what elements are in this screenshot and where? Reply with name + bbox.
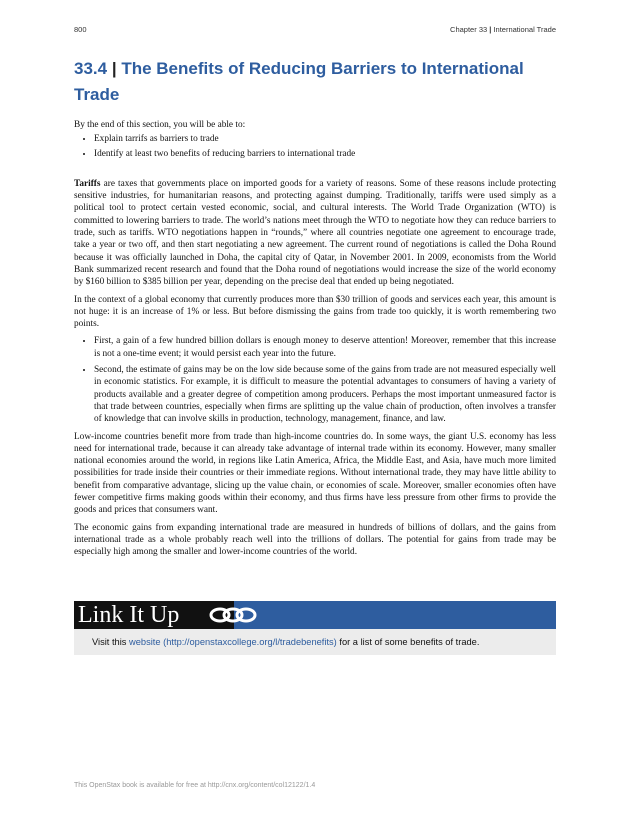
chapter-label: Chapter 33	[450, 25, 488, 34]
paragraph-low-income: Low-income countries benefit more from trade than high-income countries do. In some ways, the giant U.S. economy has less need for international trade, because it can already take advantage of internal trade within its economy. However, many smaller national economies around the world, in regions like Latin America, Africa, the Middle East, and Asia, have much more limited possibilities for trade inside their countries or their immediate regions. Without international trade, they may have little ability to benefit from comparative advantage, slicing up the value chain, or economies of scale. Moreover, smaller economies often have fewer competitive firms making goods within their economy, and thus firms have less pressure from other firms to provide the goods and prices that consumers want.	[74, 431, 556, 516]
section-title	[74, 56, 556, 108]
link-it-up-text	[74, 629, 556, 655]
website-link[interactable]: website (http://openstaxcollege.org/l/tradebenefits)	[129, 637, 337, 647]
paragraph-economic-gains: The economic gains from expanding international trade are measured in hundreds of billions of dollars, and the gains from international trade as a whole probably reach well into the trillions of dollars. The potential for gains from trade may be especially high among the smaller and lower-income countries of the world.	[74, 522, 556, 558]
spacer	[74, 165, 556, 178]
paragraph-tariffs	[74, 178, 556, 289]
chapter-separator: |	[489, 25, 492, 34]
section-separator: |	[111, 59, 117, 78]
point-item: • First, a gain of a few hundred billion dollars is enough money to deserve attention! Moreover, remember that this increase is not a one-time event; it would persist each year into the future.	[94, 335, 556, 360]
objective-item: • Explain tarrifs as barriers to trade	[94, 133, 556, 145]
two-points-list	[74, 335, 556, 425]
objectives-lead: By the end of this section, you will be able to:	[74, 120, 246, 130]
chapter-heading	[450, 25, 556, 34]
link-it-up-box	[74, 601, 556, 655]
chapter-title: International Trade	[493, 25, 556, 34]
objective-item: • Identify at least two benefits of reducing barriers to international trade	[94, 148, 556, 160]
paragraph-global-context: In the context of a global economy that currently produces more than $30 trillion of goods and services each year, this amount is not huge: it is an increase of 1% or less. But before dismissing the gains from trade too quickly, it is worth remembering two points.	[74, 294, 556, 330]
key-term-tariffs: Tariffs	[74, 178, 101, 189]
paragraph-tariffs-text: are taxes that governments place on imported goods for a variety of reasons. Some of these reasons include protecting sensitive industries, for humanitarian reasons, and protecting against dumping. Traditionally, tariffs were used simply as a political tool to protect certain vested economic, social, and cultural interests. The World Trade Organization (WTO) is committed to lowering barriers to trade. The world’s nations meet through the WTO to negotiate how they can reduce barriers to trade, such as tariffs. WTO negotiations happen in “rounds,” where all countries negotiate one agreement to encourage trade, take a year or two off, and then start negotiating a new agreement. The current round of negotiations is called the Doha Round because it was officially launched in Doha, the capital city of Qatar, in November 2001. In 2009, economists from the World Bank summarized recent research and found that the Doha round of negotiations would increase the size of the world economy by $160 billion to $385 billion per year, depending on the precise deal that ended up being negotiated.	[74, 178, 556, 288]
link-text-before: Visit this	[92, 637, 130, 647]
section-number: 33.4	[74, 59, 108, 78]
page-number: 800	[74, 25, 87, 34]
section-body	[74, 119, 556, 564]
point-item: • Second, the estimate of gains may be on the low side because some of the gains from trade are not measured especially well in economic statistics. For example, it is difficult to measure the potential advantages to consumers of having a variety of products available and a greater degree of competition among producers. Perhaps the most important unmeasured factor is that trade between countries, especially when firms are splitting up the value chain of production, often involves a transfer of knowledge that can involve skills in production, technology, management, finance, and law.	[94, 364, 556, 425]
running-header	[74, 25, 556, 37]
link-text-after: for a list of some benefits of trade.	[336, 637, 480, 647]
link-it-up-label: Link It Up	[74, 601, 234, 629]
objectives-list	[74, 133, 556, 160]
chain-link-icon	[208, 605, 258, 625]
page-footer: This OpenStax book is available for free at http://cnx.org/content/col12122/1.4	[74, 782, 316, 789]
section-title-text: The Benefits of Reducing Barriers to International Trade	[74, 59, 524, 104]
